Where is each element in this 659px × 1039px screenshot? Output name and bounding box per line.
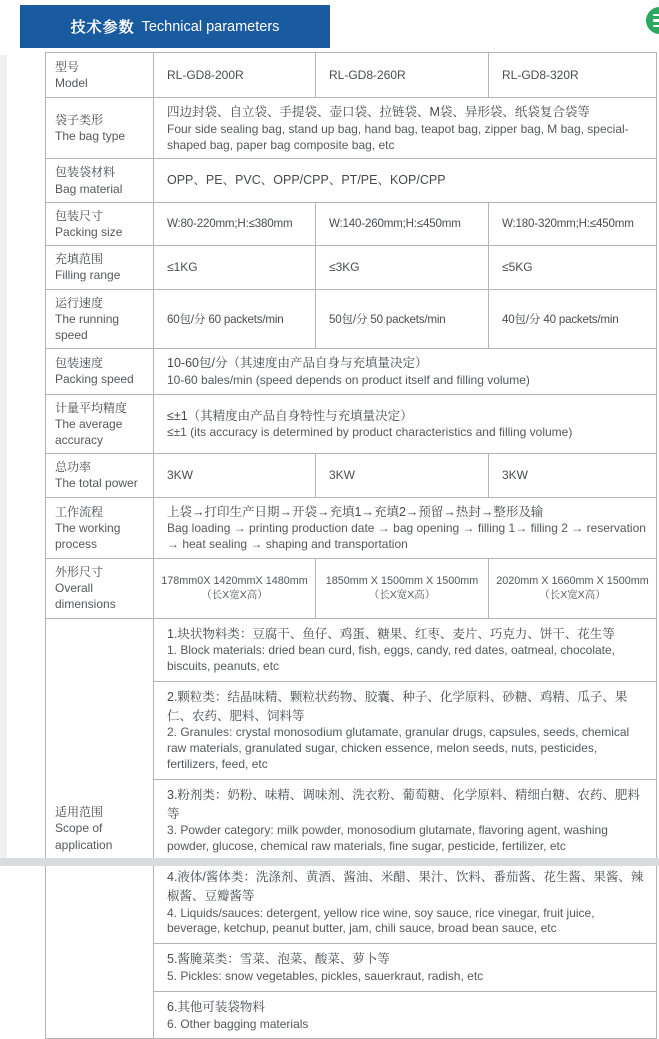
packing-speed-cn: 10-60包/分（其速度由产品自身与充填量决定） [167,356,428,371]
running-speed-cell-2 [315,290,488,349]
packing-size-cell-1 [153,203,315,245]
total-power-cell-3 [488,454,656,496]
row-label-cn: 工作流程 [55,504,104,519]
scope-item-en: 2. Granules: crystal monosodium glutamate, granular drugs, capsules, seeds, chemical raw materials, granulated sugar, chicken essence, melon seeds, nuts, pesticides, fertilizers, feed, etc [167,725,630,772]
row-label-en: The bag type [55,129,126,144]
row-label-en: The total power [55,476,138,491]
table-row-packing-size [46,202,656,245]
filling-range-cell-2 [315,246,488,288]
row-label-cn: 包装速度 [55,356,104,371]
working-process-cell [153,498,656,558]
row-label [46,619,153,1039]
total-power-value: 3KW [502,468,529,483]
running-speed-value: 40包/分 40 packets/min [502,312,619,326]
row-label-cn: 袋子类形 [55,113,104,128]
dimensions-suffix: （长X宽X高） [539,588,606,601]
scope-item-other [154,991,656,1039]
scope-item-en: 6. Other bagging materials [167,1016,309,1031]
table-row-working-process [46,497,656,558]
section-title-bar [20,5,330,48]
total-power-cell-2 [315,454,488,496]
scope-item-cn: 5.酱腌菜类：雪菜、泡菜、酸菜、萝卜等 [167,952,390,967]
scope-item-pickles [154,943,656,991]
running-speed-value: 60包/分 60 packets/min [167,312,284,326]
dimensions-cell-3 [488,559,656,618]
model-value: RL-GD8-200R [167,68,244,82]
row-label-en: The running speed [55,311,120,342]
row-label-en: Packing speed [55,372,134,387]
scope-item-en: 4. Liquids/sauces: detergent, yellow rice wine, soy sauce, rice vinegar, fruit juice, beverage, ketchup, peanut butter, jam, chili sauce, broad bean sauce, etc [167,905,595,936]
packing-speed-en: 10-60 bales/min (speed depends on product itself and filling volume) [167,372,530,387]
page-edge-shadow [0,55,7,858]
filling-range-value: ≤3KG [329,260,360,275]
scope-item-granules [154,681,656,779]
row-label [46,454,153,496]
table-row-packing-speed [46,348,656,394]
row-label-cn: 包装袋材料 [55,165,116,180]
dimensions-cell-1 [153,559,315,618]
packing-size-cell-2 [315,203,488,245]
filling-range-cell-1 [153,246,315,288]
average-accuracy-cn: ≤±1（其精度由产品自身特性与充填量决定） [167,408,413,423]
table-row-overall-dimensions [46,558,656,618]
table-row-scope-of-application [46,618,656,1039]
row-label [46,159,153,201]
scope-item-cn: 4.液体/酱体类：洗涤剂、黄酒、酱油、米醋、果汁、饮料、番茄酱、花生酱、果酱、辣椒酱、豆瓣酱等 [167,870,644,903]
row-label-en: The average accuracy [55,416,123,448]
dimensions-value: 1850mm X 1500mm X 1500mm [325,574,479,587]
row-label-cn: 适用范围 [55,805,104,820]
row-label-en: The working process [55,520,121,551]
packing-size-value: W:80-220mm;H:≤380mm [167,217,293,231]
row-label [46,559,153,618]
filling-range-value: ≤1KG [167,260,198,275]
bag-material-value: OPP、PE、PVC、OPP/CPP、PT/PE、KOP/CPP [167,173,446,188]
row-label [46,246,153,288]
table-row-filling-range [46,245,656,288]
dimensions-suffix: （长X宽X高） [368,588,436,601]
filling-range-value: ≤5KG [502,260,533,275]
dimensions-value: 178mm0X 1420mmX 1480mm [161,574,308,587]
row-label [46,53,153,97]
scope-item-en: 3. Powder category: milk powder, monosodium glutamate, flavoring agent, washing powder, glucose, chemical raw materials, fine sugar, pesticide, fertilizer, etc [167,823,608,854]
packing-size-cell-3 [488,203,656,245]
scope-item-cn: 1.块状物料类：豆腐干、鱼仔、鸡蛋、糖果、红枣、麦片、巧克力、饼干、花生等 [167,626,615,641]
scope-item-liquids-sauces [154,861,656,943]
total-power-value: 3KW [167,468,194,483]
list-badge-icon [646,7,659,34]
scope-item-cn: 2.颗粒类：结晶味精、颗粒状药物、胶囊、种子、化学原料、砂糖、鸡精、瓜子、果仁、农药、肥料、饲料等 [167,689,628,723]
row-label-cn: 总功率 [55,460,92,475]
filling-range-cell-3 [488,246,656,288]
scope-item-powder [154,779,656,861]
table-row-bag-material [46,158,656,201]
bottom-divider-bar [0,858,659,866]
row-label [46,98,153,158]
average-accuracy-cell [153,395,656,454]
row-label [46,349,153,394]
row-label [46,498,153,558]
row-label-en: Bag material [55,181,123,196]
row-label-cn: 包装尺寸 [55,208,104,223]
packing-size-value: W:140-260mm;H:≤450mm [329,217,461,231]
bag-type-en: Four side sealing bag, stand up bag, hand bag, teapot bag, zipper bag, M bag, special-shaped bag, paper bag composite bag, etc [167,121,629,152]
dimensions-cell-2 [315,559,488,618]
row-label-cn: 型号 [55,59,80,74]
total-power-cell-1 [153,454,315,496]
table-row-running-speed [46,289,656,349]
average-accuracy-en: ≤±1 (its accuracy is determined by product characteristics and filling volume) [167,425,573,440]
scope-item-en: 1. Block materials: dried bean curd, fish, eggs, candy, red dates, oatmeal, chocolate, biscuits, peanuts, etc [167,643,616,674]
running-speed-value: 50包/分 50 packets/min [329,312,446,326]
row-label-en: Model [55,76,88,90]
dimensions-value: 2020mm X 1660mm X 1500mm [496,574,649,587]
scope-item-block-materials [154,619,656,681]
bag-type-cell [153,98,656,158]
packing-speed-cell [153,349,656,394]
row-label [46,395,153,454]
total-power-value: 3KW [329,468,356,483]
scope-content [153,619,656,1039]
section-title-cn: 技术参数 [70,19,135,36]
row-label-cn: 计量平均精度 [55,400,128,415]
working-process-en: Bag loading → printing production date → bag opening → filling 1→ filling 2 → reservation → heat sealing → shaping and transportation [167,521,646,552]
row-label-en: Packing size [55,224,123,239]
scope-item-en: 5. Pickles: snow vegetables, pickles, sauerkraut, radish, etc [167,969,484,984]
working-process-cn: 上袋→打印生产日期→开袋→充填1→充填2→预留→热封→整形及输 [167,504,544,519]
scope-item-cn: 6.其他可装袋物料 [167,999,265,1014]
row-label [46,290,153,349]
row-label-en: Scope of application [55,821,113,852]
model-cell-1 [153,53,315,97]
model-value: RL-GD8-320R [502,68,579,82]
row-label-en: Overall dimensions [55,581,116,612]
dimensions-suffix: （长X宽X高） [201,588,268,601]
row-label-cn: 充填范围 [55,252,104,267]
section-title-en: Technical parameters [141,18,280,35]
running-speed-cell-1 [153,290,315,349]
row-label-cn: 运行速度 [55,295,104,310]
row-label [46,203,153,245]
row-label-en: Filling range [55,268,121,283]
table-row-bag-type [46,97,656,158]
bag-material-cell [153,159,656,201]
technical-parameters-table [45,52,657,1039]
running-speed-cell-3 [488,290,656,349]
row-label-cn: 外形尺寸 [55,565,104,580]
model-cell-3 [488,53,656,97]
packing-size-value: W:180-320mm;H:≤450mm [502,217,634,231]
table-row-average-accuracy [46,394,656,454]
model-value: RL-GD8-260R [329,68,406,82]
table-row-model [46,53,656,97]
scope-item-cn: 3.粉剂类：奶粉、味精、调味剂、洗衣粉、葡萄糖、化学原料、精细白糖、农药、肥料等 [167,787,640,821]
model-cell-2 [315,53,488,97]
table-row-total-power [46,453,656,496]
bag-type-cn: 四边封袋、自立袋、手提袋、壶口袋、拉链袋、M袋、异形袋、纸袋复合袋等 [167,105,590,119]
